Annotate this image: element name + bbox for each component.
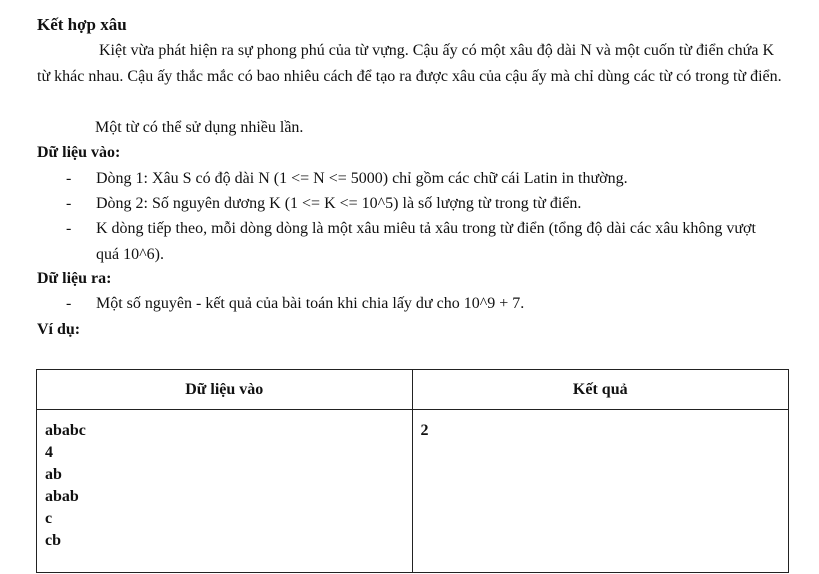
input-item-text: Dòng 1: Xâu S có độ dài N (1 <= N <= 5000) chỉ gồm các chữ cái Latin in thường. (96, 170, 628, 187)
example-output-cell (412, 410, 788, 573)
problem-title: Kết hợp xâu (37, 15, 127, 34)
example-input-line: ababc (45, 422, 86, 439)
bullet-dash: - (66, 220, 72, 237)
output-section-heading: Dữ liệu ra: (37, 270, 112, 287)
example-input-line: cb (45, 532, 61, 549)
example-section-heading: Ví dụ: (37, 321, 81, 338)
description-paragraph: Kiệt vừa phát hiện ra sự phong phú của từ vựng. Cậu ấy có một xâu độ dài N và một cuốn từ điển chứa K từ khác nhau. Cậu ấy thắc mắc có bao nhiêu cách để tạo ra được xâu của cậu ấy mà chỉ dùng các từ có trong từ điển. (37, 42, 782, 85)
input-section-heading: Dữ liệu vào: (37, 144, 121, 161)
input-item-text: Dòng 2: Số nguyên dương K (1 <= K <= 10^5) là số lượng từ trong từ điển. (96, 195, 582, 212)
bullet-dash: - (66, 295, 72, 312)
example-output-line: 2 (420, 422, 429, 439)
input-item-text: K dòng tiếp theo, mỗi dòng dòng là một xâu miêu tả xâu trong từ điển (tổng độ dài các xâu không vượt quá 10^6). (96, 220, 756, 263)
example-input-line: abab (45, 488, 79, 505)
reuse-note-paragraph: Một từ có thể sử dụng nhiều lần. (95, 119, 304, 136)
example-input-line: ab (45, 466, 62, 483)
example-table-header-row (37, 370, 789, 410)
example-input-line: 4 (45, 444, 53, 461)
bullet-dash: - (66, 170, 72, 187)
example-input-cell (37, 410, 413, 573)
example-table-row (37, 410, 789, 573)
bullet-dash: - (66, 195, 72, 212)
output-item-text: Một số nguyên - kết quả của bài toán khi chia lấy dư cho 10^9 + 7. (96, 295, 525, 312)
example-table (36, 369, 789, 573)
example-input-line: c (45, 510, 53, 527)
input-column-header: Dữ liệu vào (37, 370, 413, 410)
output-column-header: Kết quả (412, 370, 788, 410)
